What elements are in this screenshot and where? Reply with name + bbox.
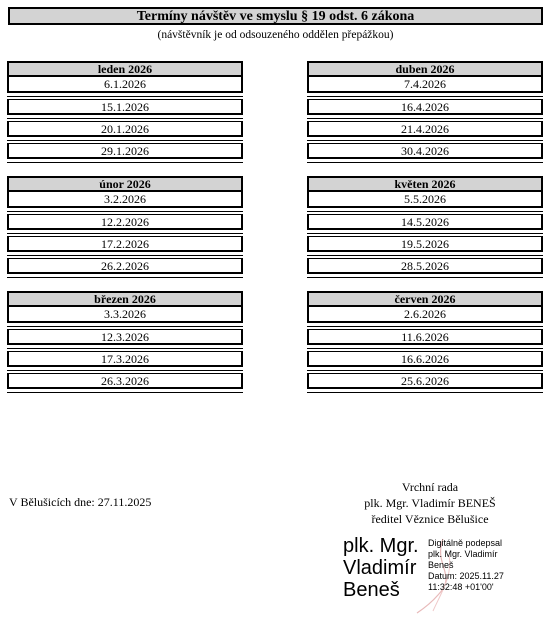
date-cell: 17.3.2026	[7, 351, 243, 367]
date-cell: 2.6.2026	[307, 307, 543, 323]
date-cell: 30.4.2026	[307, 143, 543, 159]
page-title: Termíny návštěv ve smyslu § 19 odst. 6 zákona	[8, 7, 543, 25]
month-table-duben	[307, 61, 543, 159]
month-table-kveten	[307, 176, 543, 274]
signature-name-line: Beneš	[343, 579, 400, 601]
date-cell: 11.6.2026	[307, 329, 543, 345]
date-cell: 28.5.2026	[307, 258, 543, 274]
signatory-name: plk. Mgr. Vladimír BENEŠ	[364, 496, 496, 510]
date-cell: 29.1.2026	[7, 143, 243, 159]
date-cell: 25.6.2026	[307, 373, 543, 389]
digital-signature	[343, 535, 543, 615]
signature-meta-line: Digitálně podepsal	[428, 538, 503, 548]
month-header: březen 2026	[7, 291, 243, 307]
signature-meta	[428, 538, 504, 593]
signatory-block	[330, 479, 530, 527]
date-cell: 12.3.2026	[7, 329, 243, 345]
month-header: květen 2026	[307, 176, 543, 192]
date-cell: 16.4.2026	[307, 99, 543, 115]
date-cell: 19.5.2026	[307, 236, 543, 252]
month-header: únor 2026	[7, 176, 243, 192]
date-cell: 12.2.2026	[7, 214, 243, 230]
date-cell: 16.6.2026	[307, 351, 543, 367]
signature-meta-line: plk. Mgr. Vladimír	[428, 549, 498, 559]
date-cell: 20.1.2026	[7, 121, 243, 137]
signature-meta-line: Datum: 2025.11.27	[428, 571, 504, 581]
date-cell: 3.2.2026	[7, 192, 243, 208]
month-table-leden	[7, 61, 243, 159]
signature-name-line: Vladimír	[343, 557, 417, 579]
signatory-rank: Vrchní rada	[401, 480, 459, 494]
date-cell: 15.1.2026	[7, 99, 243, 115]
date-cell: 26.3.2026	[7, 373, 243, 389]
month-header: duben 2026	[307, 61, 543, 77]
date-cell: 14.5.2026	[307, 214, 543, 230]
place-and-date: V Bělušicích dne: 27.11.2025	[9, 495, 152, 509]
date-cell: 26.2.2026	[7, 258, 243, 274]
date-cell: 17.2.2026	[7, 236, 243, 252]
month-table-cerven	[307, 291, 543, 389]
date-cell: 21.4.2026	[307, 121, 543, 137]
signatory-position: ředitel Věznice Bělušice	[371, 512, 489, 526]
month-table-brezen	[7, 291, 243, 389]
signature-name	[343, 535, 419, 601]
page-subtitle: (návštěvník je od odsouzeného oddělen přepážkou)	[157, 29, 394, 41]
month-table-unor	[7, 176, 243, 274]
signature-name-line: plk. Mgr.	[343, 535, 419, 557]
month-header: leden 2026	[7, 61, 243, 77]
date-cell: 5.5.2026	[307, 192, 543, 208]
date-cell: 6.1.2026	[7, 77, 243, 93]
signature-meta-line: Beneš	[428, 560, 454, 570]
date-cell: 3.3.2026	[7, 307, 243, 323]
signature-meta-line: 11:32:48 +01'00'	[428, 582, 494, 592]
date-cell: 7.4.2026	[307, 77, 543, 93]
month-header: červen 2026	[307, 291, 543, 307]
